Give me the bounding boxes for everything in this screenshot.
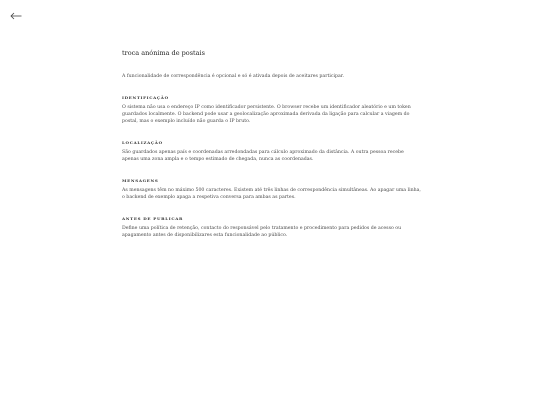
back-button[interactable] — [9, 9, 23, 23]
section-heading: IDENTIFICAÇÃO — [122, 95, 169, 100]
section-localizacao — [122, 140, 422, 163]
section-body: Define uma política de retenção, contacto do responsável pelo tratamento e procedimento para pedidos de acesso ou apagamento antes de disponibilizares esta funcionalidade ao público. — [122, 226, 402, 238]
section-mensagens — [122, 178, 422, 201]
intro-text: A funcionalidade de correspondência é opcional e só é ativada depois de aceitares participar. — [122, 74, 344, 79]
section-heading: LOCALIZAÇÃO — [122, 140, 163, 145]
main-content — [122, 48, 422, 239]
section-heading: ANTES DE PUBLICAR — [122, 216, 184, 221]
section-heading: MENSAGENS — [122, 178, 159, 183]
section-antes-de-publicar — [122, 216, 422, 239]
section-body: O sistema não usa o endereço IP como identificador persistente. O browser recebe um identificador aleatório e um token guardados localmente. O backend pode usar a geolocalização aproximada derivada da ligação para calcular a viagem do postal, mas o exemplo incluído não guarda o IP bruto. — [122, 105, 411, 124]
section-identificacao — [122, 95, 422, 125]
arrow-left-icon — [10, 12, 22, 20]
section-body: As mensagens têm no máximo 500 caracteres. Existem até três linhas de correspondência simultâneas. Ao apagar uma linha, o backend de exemplo apaga a respetiva conversa para ambas as partes. — [122, 188, 421, 200]
page-title: troca anónima de postais — [122, 49, 205, 57]
section-body: São guardados apenas país e coordenadas arredondadas para cálculo aproximado da distância. A outra pessoa recebe apenas uma zona ampla e o tempo estimado de chegada, nunca as coordenadas. — [122, 150, 404, 162]
